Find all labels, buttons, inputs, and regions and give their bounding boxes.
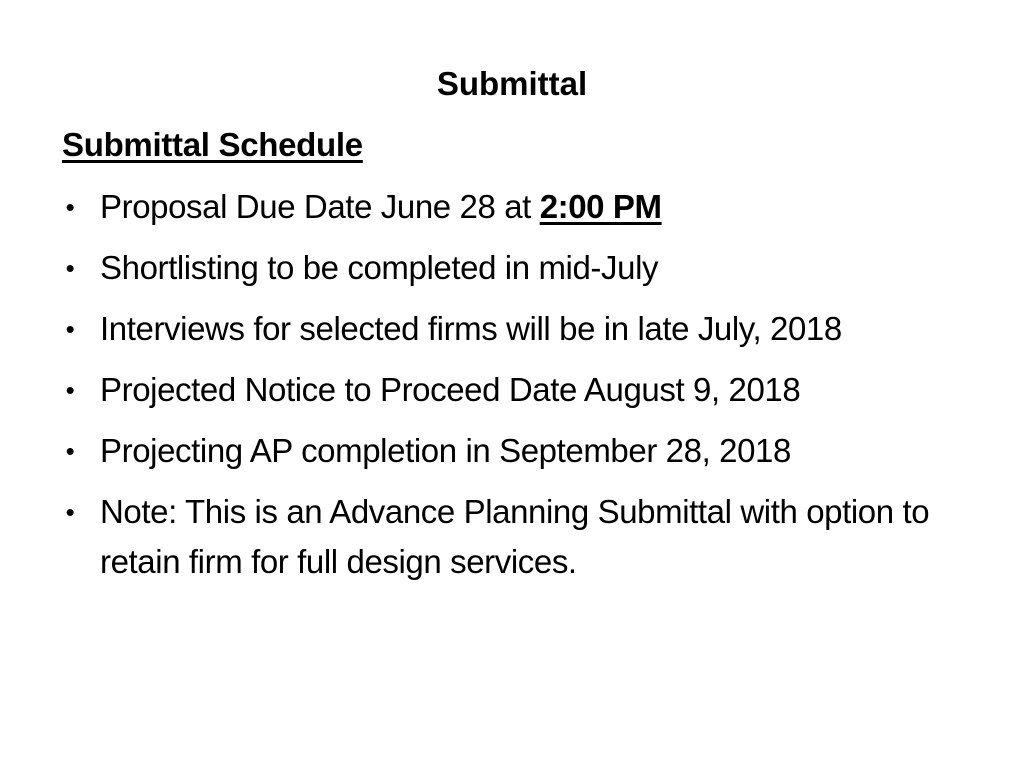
- slide-content: [62, 122, 962, 598]
- bullet-icon: •: [65, 436, 75, 466]
- bullet-icon: •: [65, 253, 75, 283]
- bullet-list: [62, 182, 962, 587]
- slide-title: Submittal: [436, 65, 588, 102]
- bullet-icon: •: [65, 192, 75, 222]
- bullet-text: Projecting AP completion in September 28, 2018: [100, 432, 791, 469]
- bullet-item-note: [62, 487, 962, 587]
- bullet-text: Projected Notice to Proceed Date August 9, 2018: [100, 371, 801, 408]
- bullet-text: Shortlisting to be completed in mid-July: [100, 249, 659, 286]
- section-heading: Submittal Schedule: [62, 126, 363, 163]
- bullet-item-notice-to-proceed: [62, 365, 962, 415]
- bullet-item-interviews: [62, 304, 962, 354]
- bullet-item-shortlisting: [62, 243, 962, 293]
- bullet-text: Interviews for selected firms will be in late July, 2018: [100, 310, 842, 347]
- bullet-icon: •: [65, 375, 75, 405]
- bullet-text: Proposal Due Date June 28 at: [100, 188, 540, 225]
- bullet-item-ap-completion: [62, 426, 962, 476]
- bullet-text: Note: This is an Advance Planning Submittal with option to retain firm for full design services.: [100, 493, 930, 580]
- bullet-icon: •: [65, 314, 75, 344]
- bullet-emphasis-time: 2:00 PM: [539, 188, 662, 225]
- bullet-item-proposal-due: [62, 182, 962, 232]
- bullet-icon: •: [65, 497, 75, 527]
